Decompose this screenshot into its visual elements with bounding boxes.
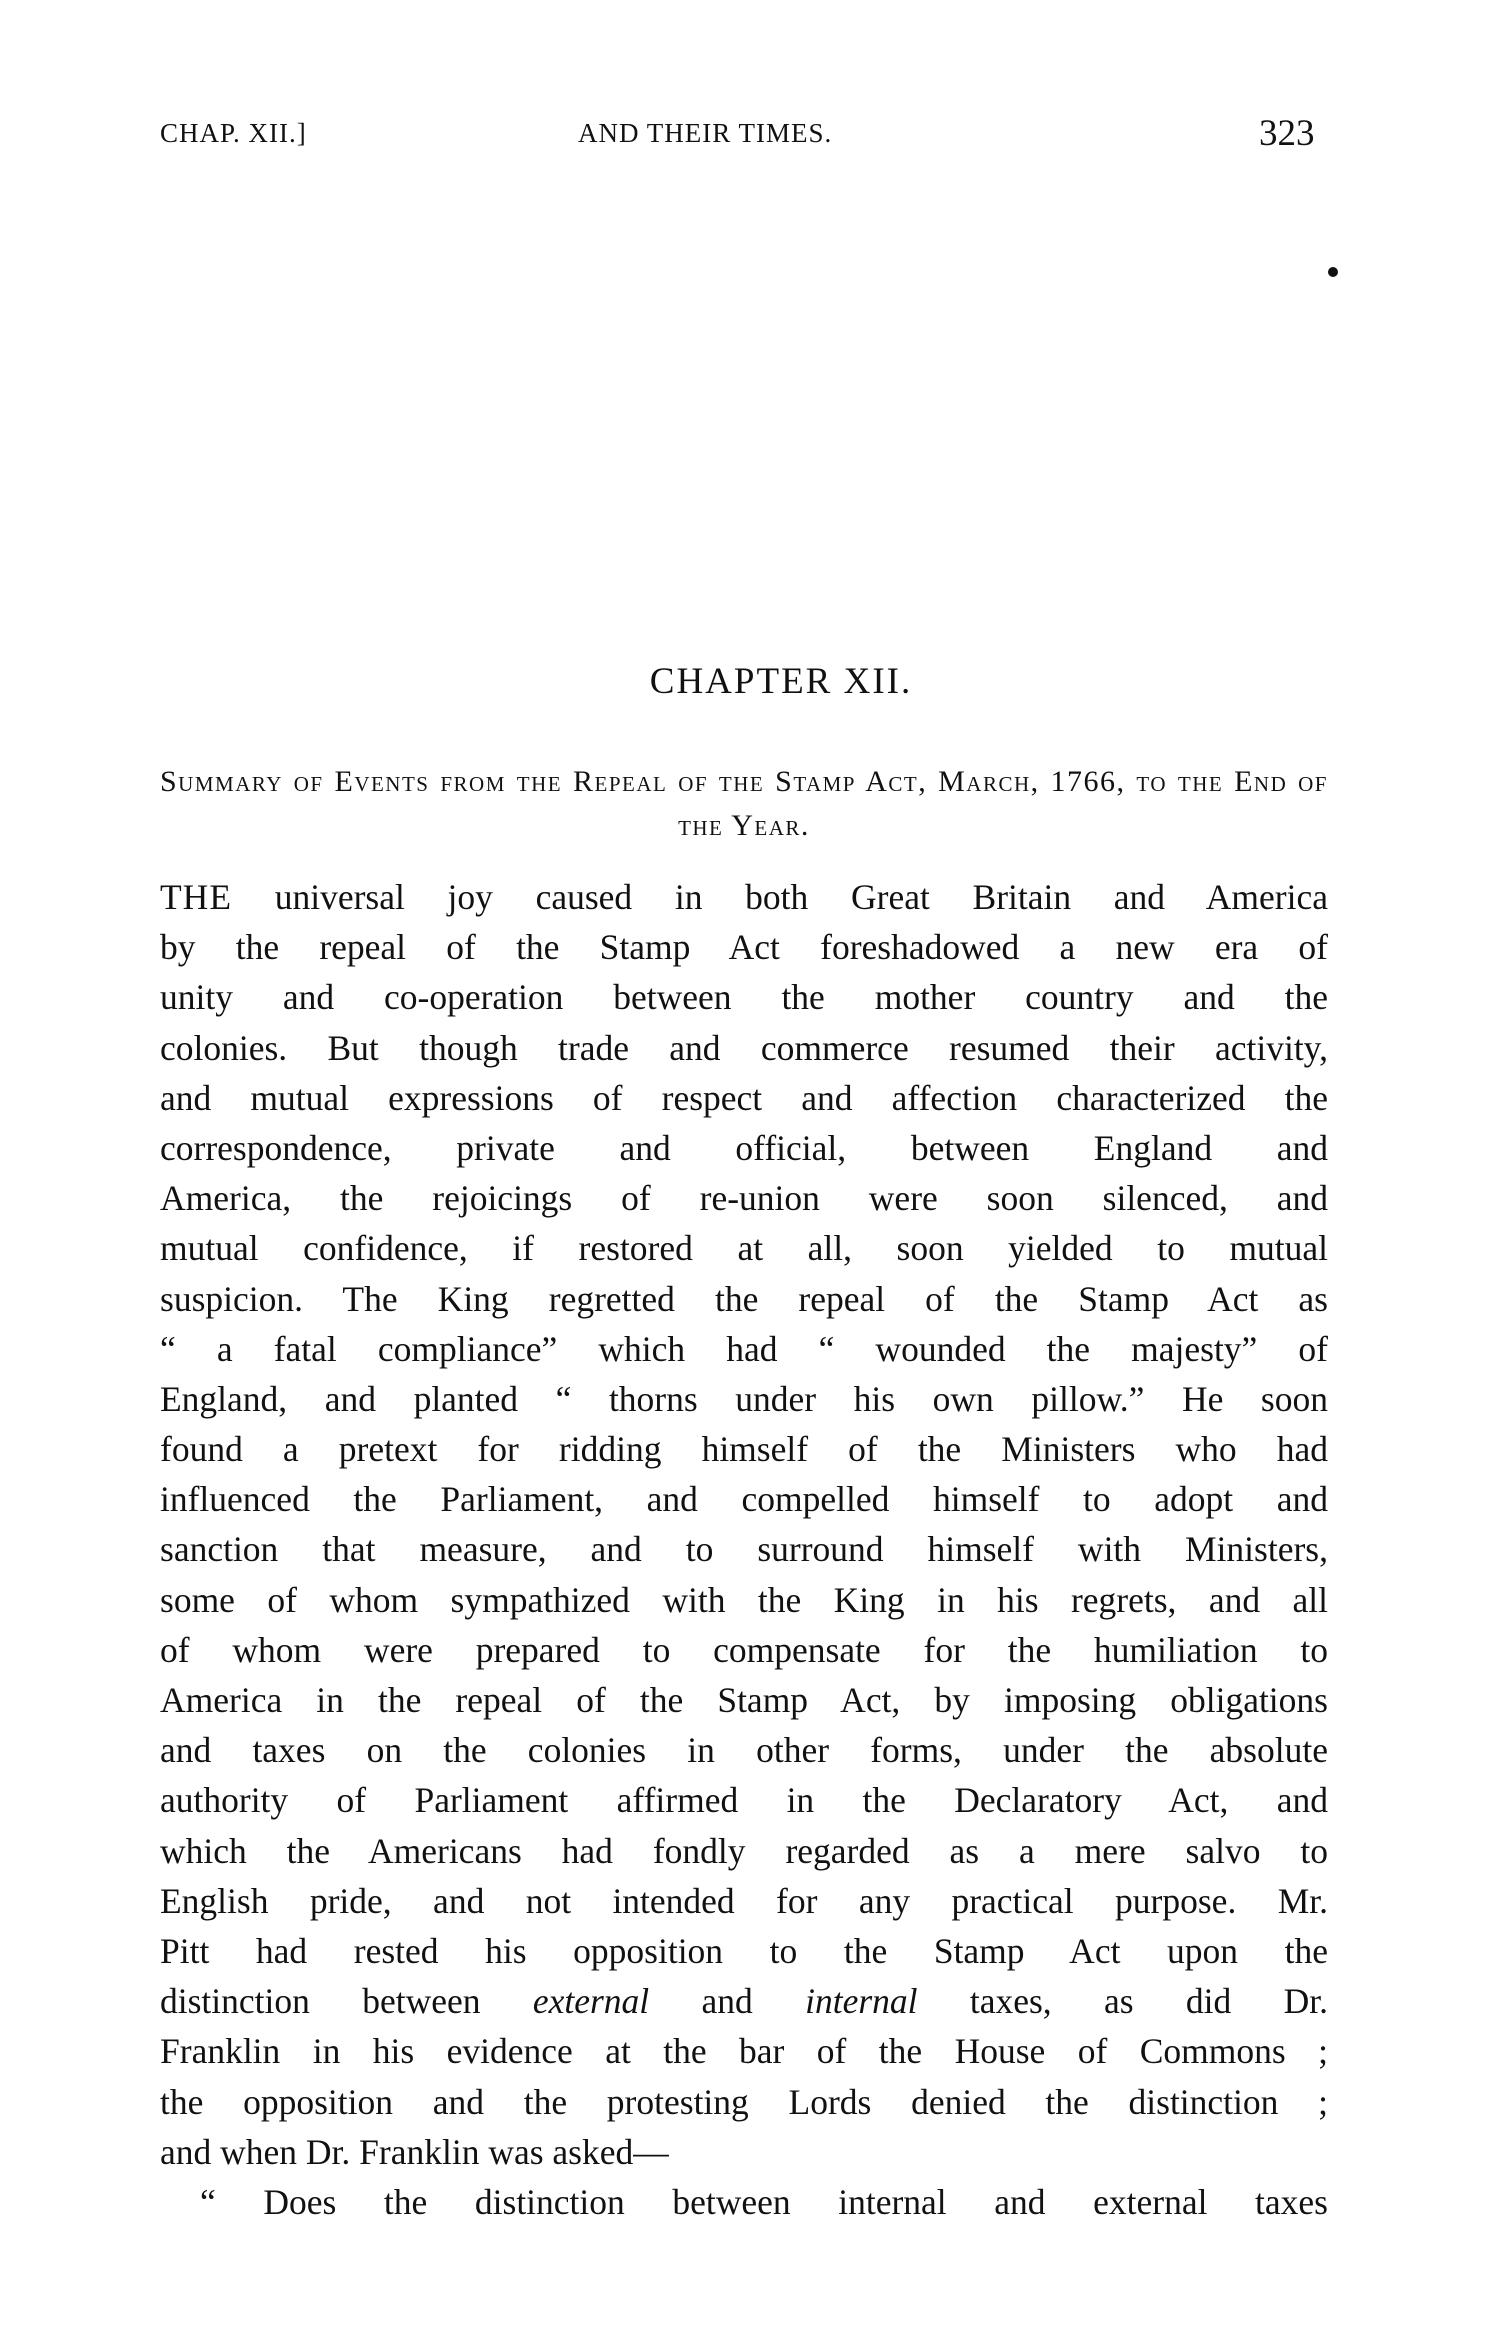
text-line: and mutual expressions of respect and affection characterized the	[160, 1077, 1328, 1118]
text-line: America in the repeal of the Stamp Act, by imposing obligations	[160, 1680, 1328, 1720]
page-number: 323	[1259, 113, 1315, 154]
text-line: found a pretext for ridding himself of the Ministers who had	[160, 1429, 1328, 1470]
text-line: colonies. But though trade and commerce resumed their activity,	[160, 1027, 1328, 1068]
text-line: authority of Parliament affirmed in the Declaratory Act, and	[160, 1780, 1328, 1821]
text-line: and when Dr. Franklin was asked—	[160, 2131, 669, 2172]
text-line: England, and planted “ thorns under his own pillow.” He soon	[160, 1378, 1328, 1419]
text-line-content: universal joy caused in both Great Britain and America	[232, 877, 1328, 917]
text-segment: distinction between	[160, 1981, 533, 2022]
text-line: and taxes on the colonies in other forms, under the absolute	[160, 1730, 1328, 1771]
text-line	[160, 1976, 1328, 2026]
text-line: “ a fatal compliance” which had “ wounded the majesty” of	[160, 1328, 1328, 1369]
running-title: AND THEIR TIMES.	[578, 118, 833, 148]
text-line: Pitt had rested his opposition to the Stamp Act upon the	[160, 1930, 1328, 1971]
text-line: which the Americans had fondly regarded as a mere salvo to	[160, 1830, 1328, 1871]
text-line: the opposition and the protesting Lords denied the distinction ;	[160, 2081, 1328, 2122]
text-line: suspicion. The King regretted the repeal of the Stamp Act as	[160, 1278, 1328, 1319]
text-line: correspondence, private and official, between England and	[160, 1127, 1328, 1168]
text-line: unity and co-operation between the mother country and the	[160, 977, 1328, 1018]
text-line: by the repeal of the Stamp Act foreshadowed a new era of	[160, 927, 1328, 968]
chapter-reference: CHAP. XII.]	[160, 118, 307, 148]
quoted-question-line: “ Does the distinction between internal and external taxes	[200, 2181, 1328, 2222]
text-line: of whom were prepared to compensate for the humiliation to	[160, 1629, 1328, 1670]
chapter-summary: Summary of Events from the Repeal of the Stamp Act, March, 1766, to the End of the Year.	[160, 765, 1328, 842]
opening-word: THE	[160, 877, 233, 917]
text-line: influenced the Parliament, and compelled himself to adopt and	[160, 1479, 1328, 1520]
text-line: Franklin in his evidence at the bar of the House of Commons ;	[160, 2031, 1328, 2072]
text-segment: taxes, as did Dr.	[917, 1981, 1328, 2022]
italic-term-external: external	[532, 1981, 650, 2022]
text-line: America, the rejoicings of re-union were soon silenced, and	[160, 1178, 1328, 1219]
text-line: English pride, and not intended for any practical purpose. Mr.	[160, 1880, 1328, 1921]
italic-term-internal: internal	[805, 1981, 918, 2022]
text-segment: and	[649, 1981, 806, 2022]
ink-dot-mark	[1328, 267, 1338, 277]
text-line: some of whom sympathized with the King in his regrets, and all	[160, 1579, 1328, 1620]
text-line: mutual confidence, if restored at all, soon yielded to mutual	[160, 1228, 1328, 1269]
chapter-title: CHAPTER XII.	[649, 661, 913, 702]
text-line	[160, 872, 1328, 922]
body-text	[160, 872, 1328, 2227]
running-head	[0, 113, 1502, 158]
text-line: sanction that measure, and to surround himself with Ministers,	[160, 1529, 1328, 1570]
